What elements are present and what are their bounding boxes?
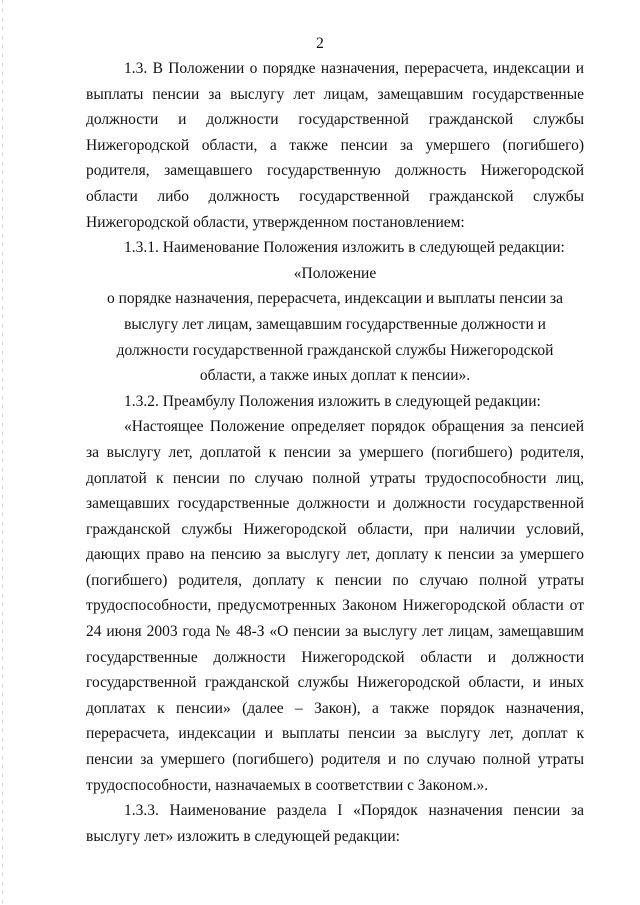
- paragraph-1-3-2: 1.3.2. Преамбулу Положения изложить в следующей редакции:: [124, 392, 541, 410]
- paragraph-1-3-3: 1.3.3. Наименование раздела I «Порядок назначения пенсии за выслугу лет» изложить в следующей редакции:: [86, 802, 584, 845]
- preamble-text: «Настоящее Положение определяет порядок обращения за пенсией за выслугу лет, доплатой к пенсии за умершего (погибшего) родителя, доплатой к пенсии по случаю полной утраты трудоспособности лиц, замещавших государственные должности и должности государственной гражданской службы Нижегородской области, при наличии условий, дающих право на пенсию за выслугу лет, доплату к пенсии за умершего (погибшего) родителя, доплату к пенсии по случаю полной утраты трудоспособности, предусмотренных Законом Нижегородской области от 24 июня 2003 года № 48-З «О пенсии за выслугу лет лицам, замещавшим государственные должности Нижегородской области и должности государственной гражданской службы Нижегородской области, и иных доплатах к пенсии» (далее – Закон), а также порядок назначения, перерасчета, индексации и выплаты пенсии за выслугу лет, доплат к пенсии за умершего (погибшего) родителя и по случаю полной утраты трудоспособности, назначаемых в соответствии с Законом.».: [86, 418, 584, 794]
- regulation-title-text: о порядке назначения, перерасчета, индексации и выплаты пенсии за выслугу лет лицам, замещавшим государственные должности и должности государственной гражданской службы Нижегородской области, а также иных доплат к пенсии».: [106, 290, 564, 385]
- regulation-title-heading: «Положение: [293, 264, 377, 282]
- scan-edge-mark: [2, 0, 3, 905]
- paragraph-1-3: 1.3. В Положении о порядке назначения, перерасчета, индексации и выплаты пенсии за выслугу лет лицам, замещавшим государственные должности и должности государственной гражданской службы Нижегородской области, а также пенсии за умершего (погибшего) родителя, замещавшего государственную должность Нижегородской области либо должность государственной гражданской службы Нижегородской области, утвержденном постановлением:: [86, 60, 584, 231]
- paragraph-1-3-1: 1.3.1. Наименование Положения изложить в следующей редакции:: [124, 239, 565, 257]
- document-body: [86, 56, 584, 849]
- page-number: 2: [316, 35, 324, 52]
